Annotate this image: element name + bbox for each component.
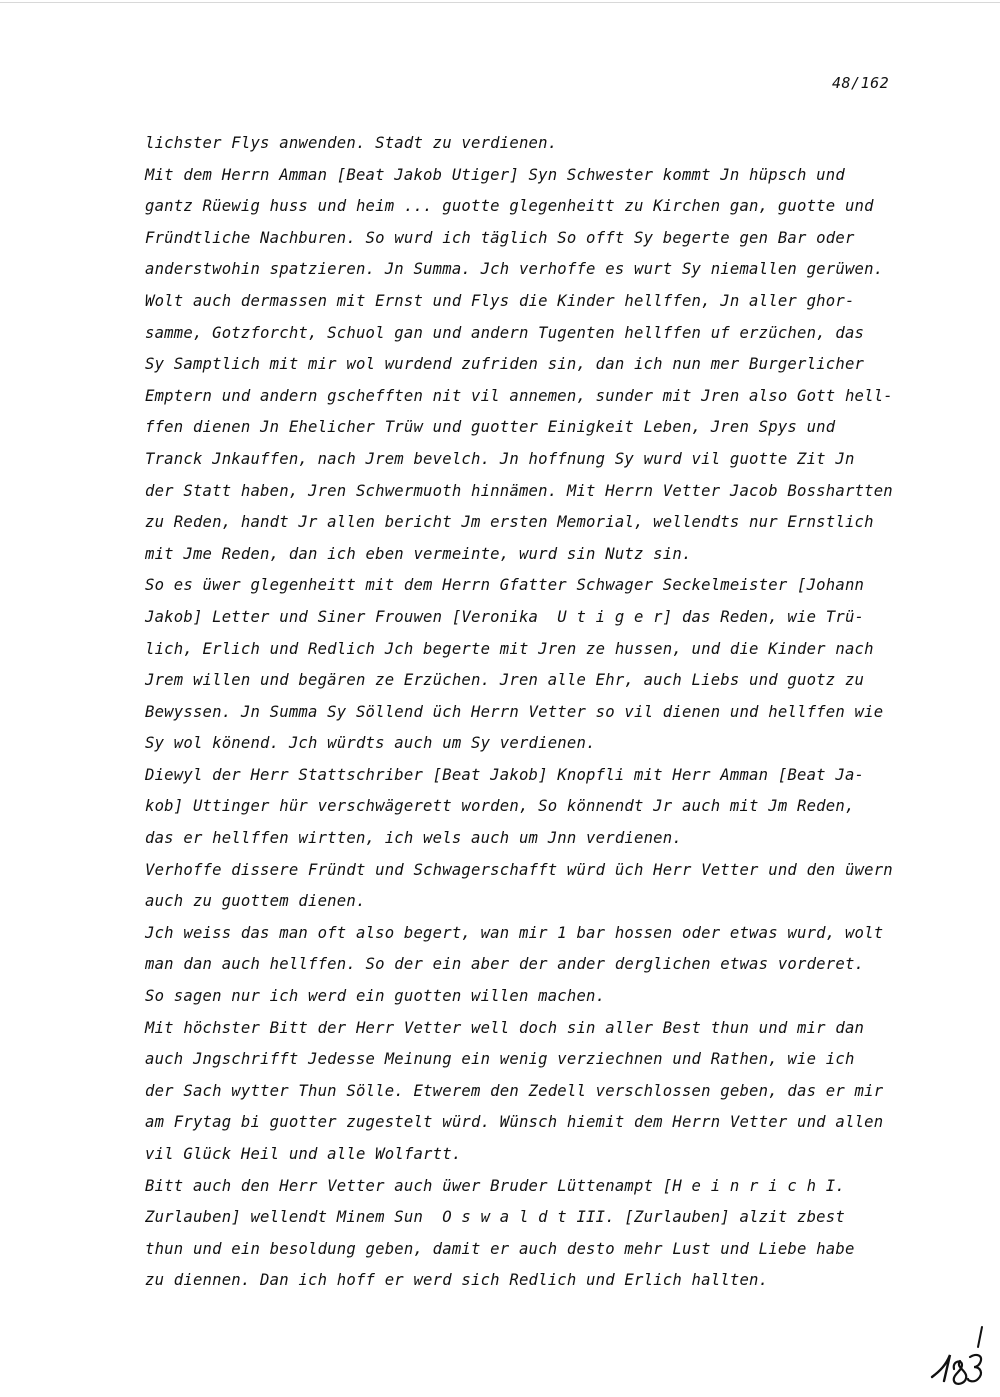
text-line: Verhoffe dissere Fründt und Schwagerschafft würd üch Herr Vetter und den üwern <box>145 860 893 879</box>
text-line: thun und ein besoldung geben, damit er auch desto mehr Lust und Liebe habe <box>145 1239 855 1258</box>
text-line: samme, Gotzforcht, Schuol gan und andern Tugenten hellffen uf erzüchen, das <box>145 323 865 342</box>
text-line: Jch weiss das man oft also begert, wan mir 1 bar hossen oder etwas wurd, wolt <box>145 923 884 942</box>
text-line: auch Jngschrifft Jedesse Meinung ein wenig verziechnen und Rathen, wie ich <box>145 1050 855 1069</box>
text-line: gantz Rüewig huss und heim ... guotte glegenheitt zu Kirchen gan, guotte und <box>145 197 874 216</box>
text-line: am Frytag bi guotter zugestelt würd. Wünsch hiemit dem Herrn Vetter und allen <box>145 1113 884 1132</box>
text-line: Bewyssen. Jn Summa Sy Söllend üch Herrn Vetter so vil dienen und hellffen wie <box>145 702 884 721</box>
text-line: Emptern und andern gschefften nit vil annemen, sunder mit Jren also Gott hell- <box>145 386 893 405</box>
text-line: auch zu guottem dienen. <box>145 892 366 911</box>
text-line: Mit höchster Bitt der Herr Vetter well doch sin aller Best thun und mir dan <box>145 1018 865 1037</box>
text-line: der Statt haben, Jren Schwermuoth hinnämen. Mit Herrn Vetter Jacob Bosshartten <box>145 481 893 500</box>
text-line: So sagen nur ich werd ein guotten willen machen. <box>145 987 606 1006</box>
text-line: Wolt auch dermassen mit Ernst und Flys die Kinder hellffen, Jn aller ghor- <box>145 291 855 310</box>
text-line: zu diennen. Dan ich hoff er werd sich Redlich und Erlich hallten. <box>145 1271 769 1290</box>
text-line: Sy Samptlich mit mir wol wurdend zufriden sin, dan ich nun mer Burgerlicher <box>145 355 865 374</box>
handwritten-folio-mark <box>922 1325 992 1387</box>
text-line: zu Reden, handt Jr allen bericht Jm ersten Memorial, wellendts nur Ernstlich <box>145 513 874 532</box>
handwritten-folio-number <box>922 1325 992 1387</box>
text-line: ffen dienen Jn Ehelicher Trüw und guotter Einigkeit Leben, Jren Spys und <box>145 418 836 437</box>
text-line: der Sach wytter Thun Sölle. Etwerem den Zedell verschlossen geben, das er mir <box>145 1081 884 1100</box>
text-line: Diewyl der Herr Stattschriber [Beat Jakob] Knopfli mit Herr Amman [Beat Ja- <box>145 765 865 784</box>
page-number: 48/162 <box>832 74 890 92</box>
letter-body <box>145 128 945 1297</box>
text-line: kob] Uttinger hür verschwägerett worden, So könnendt Jr auch mit Jm Reden, <box>145 797 855 816</box>
text-line: So es üwer glegenheitt mit dem Herrn Gfatter Schwager Seckelmeister [Johann <box>145 576 865 595</box>
text-line: Bitt auch den Herr Vetter auch üwer Bruder Lüttenampt [H e i n r i c h I. <box>145 1176 845 1195</box>
text-line: Jakob] Letter und Siner Frouwen [Veronika U t i g e r] das Reden, wie Trü- <box>145 607 865 626</box>
text-line: Sy wol könend. Jch würdts auch um Sy verdienen. <box>145 734 596 753</box>
text-line: man dan auch hellffen. So der ein aber der ander derglichen etwas vorderet. <box>145 955 865 974</box>
text-line: Zurlauben] wellendt Minem Sun O s w a l d t III. [Zurlauben] alzit zbest <box>145 1208 845 1227</box>
text-line: Fründtliche Nachburen. So wurd ich täglich So offt Sy begerte gen Bar oder <box>145 228 855 247</box>
text-line: Mit dem Herrn Amman [Beat Jakob Utiger] Syn Schwester kommt Jn hüpsch und <box>145 165 845 184</box>
text-line: Tranck Jnkauffen, nach Jrem bevelch. Jn hoffnung Sy wurd vil guotte Zit Jn <box>145 449 855 468</box>
text-line: lichster Flys anwenden. Stadt zu verdienen. <box>145 134 558 152</box>
text-line: lich, Erlich und Redlich Jch begerte mit Jren ze hussen, und die Kinder nach <box>145 639 874 658</box>
text-line: vil Glück Heil und alle Wolfartt. <box>145 1145 462 1163</box>
top-edge-line <box>0 2 1000 3</box>
text-line: mit Jme Reden, dan ich eben vermeinte, wurd sin Nutz sin. <box>145 544 692 563</box>
text-line: das er hellffen wirtten, ich wels auch um Jnn verdienen. <box>145 829 682 848</box>
text-line: Jrem willen und begären ze Erzüchen. Jren alle Ehr, auch Liebs und guotz zu <box>145 671 865 690</box>
text-line: anderstwohin spatzieren. Jn Summa. Jch verhoffe es wurt Sy niemallen gerüwen. <box>145 260 884 279</box>
